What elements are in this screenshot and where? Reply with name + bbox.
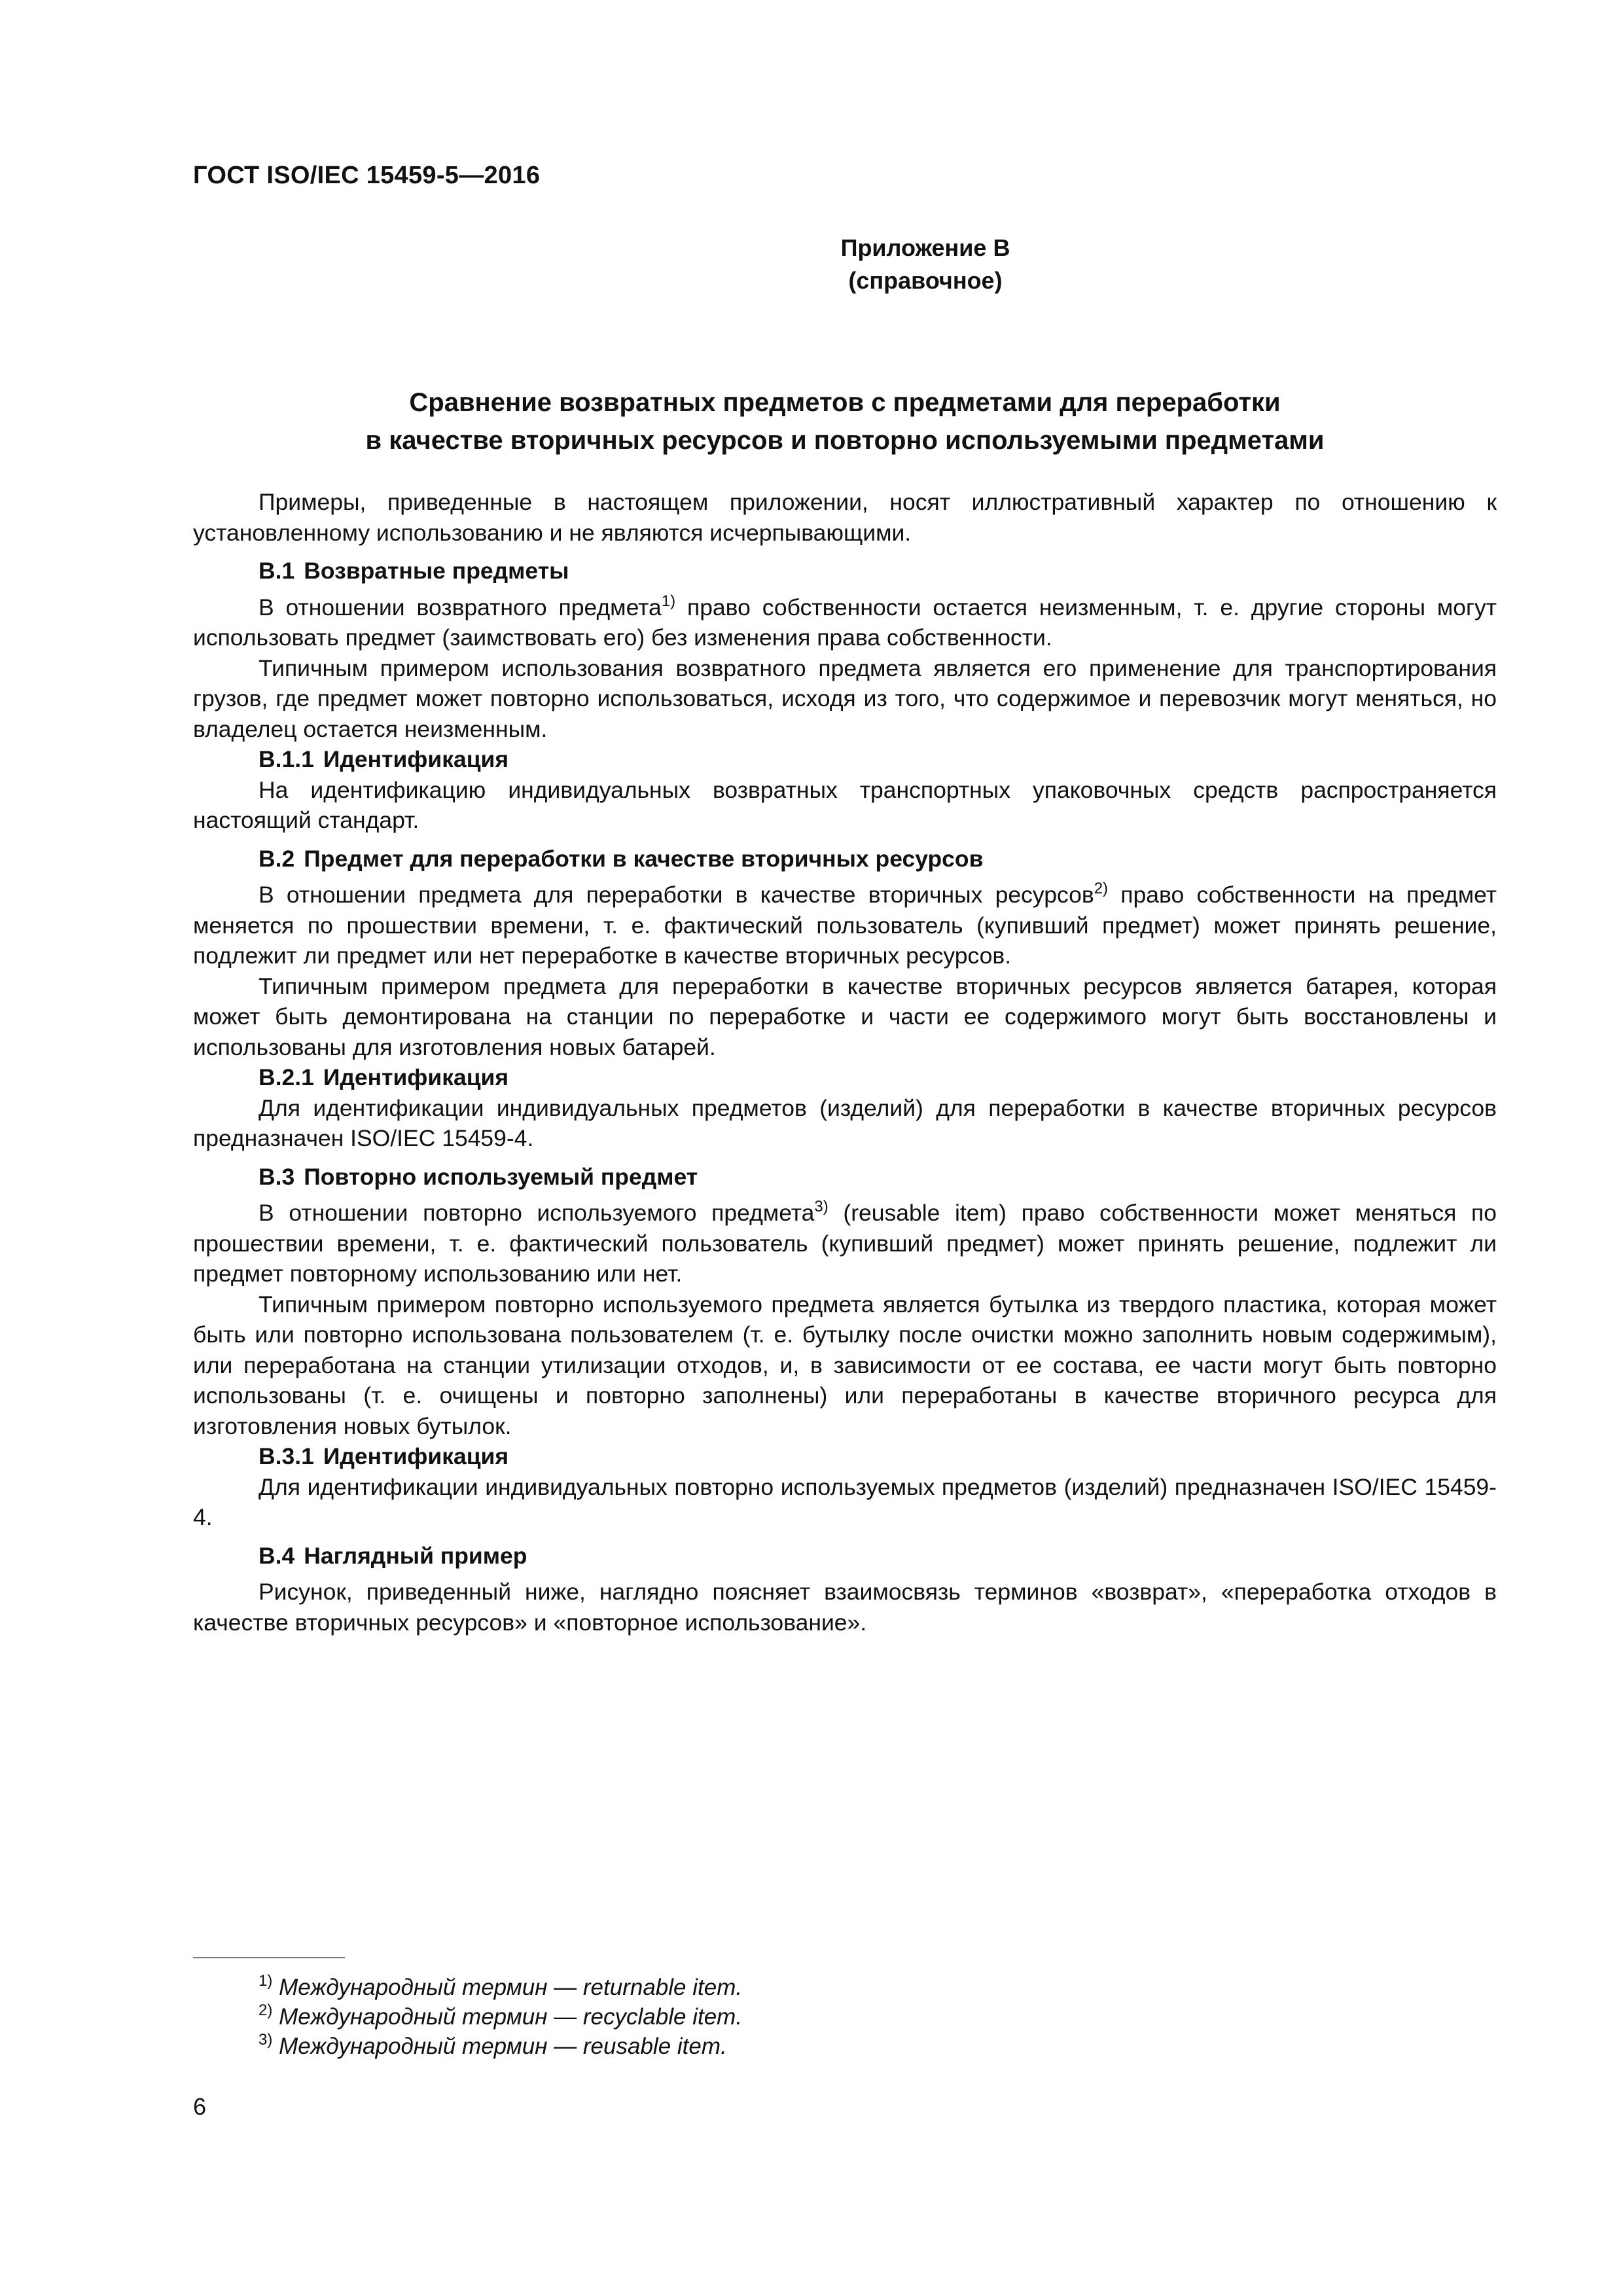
section-number: В.1 xyxy=(259,558,295,584)
paragraph: Для идентификации индивидуальных предметов (изделий) для переработки в качестве вторичных ресурсов предназначен ISO/IEC 15459-4. xyxy=(193,1094,1497,1151)
subsection-title: Идентификация xyxy=(323,1064,509,1090)
section-title: Повторно используемый предмет xyxy=(304,1163,698,1190)
section-title: Возвратные предметы xyxy=(304,558,569,584)
intro-paragraph: Примеры, приведенные в настоящем приложении, носят иллюстративный характер по отношению к установленному использованию и не являются исчерпывающими. xyxy=(193,489,1497,546)
annex-status: (справочное) xyxy=(848,267,1003,294)
footnote-mark: 1) xyxy=(259,1972,273,1990)
standard-code-header: ГОСТ ISO/IEC 15459-5—2016 xyxy=(193,162,541,189)
paragraph: Рисунок, приведенный ниже, наглядно поясняет взаимосвязь терминов «возврат», «переработка отходов в качестве вторичных ресурсов» и «повторное использование». xyxy=(193,1579,1497,1636)
paragraph-text: право собственности остается неизменным, т. е. другие стороны могут использовать предмет (заимствовать его) без изменения права собственности. xyxy=(193,594,1497,651)
subsection-title: Идентификация xyxy=(323,1443,509,1469)
page-number: 6 xyxy=(193,2093,207,2120)
footnote-3 xyxy=(259,2032,742,2061)
footnote-text: Международный термин — recyclable item. xyxy=(279,2004,743,2030)
section-heading-b1 xyxy=(193,556,1497,586)
annex-body xyxy=(193,487,1497,1638)
footnotes xyxy=(259,1973,742,2061)
paragraph xyxy=(193,592,1497,653)
paragraph xyxy=(193,1198,1497,1289)
paragraph: Типичным примером использования возвратного предмета является его применение для транспортирования грузов, где предмет может повторно использоваться, исходя из того, что содержимое и перевозчик могут меняться, но владелец остается неизменным. xyxy=(193,655,1497,742)
paragraph: Типичным примером повторно используемого предмета является бутылка из твердого пластика, которая может быть или повторно использована пользователем (т. е. бутылку после очистки можно заполнить новым содержимым), или переработана на станции утилизации отходов, и, в зависимости от ее состава, ее части могут быть повторно использованы (т. е. очищены и повторно заполнены) или переработаны в качестве вторичного ресурса для изготовления новых бутылок. xyxy=(193,1291,1497,1439)
annex-title xyxy=(193,384,1497,459)
section-title: Предмет для переработки в качестве вторичных ресурсов xyxy=(304,845,984,872)
section-number: В.4 xyxy=(259,1542,295,1569)
paragraph-text: В отношении возвратного предмета xyxy=(259,594,662,620)
footnote-text: Международный термин — reusable item. xyxy=(279,2034,727,2059)
footnote-mark: 2) xyxy=(259,2001,273,2019)
paragraph: На идентификацию индивидуальных возвратных транспортных упаковочных средств распространяется настоящий стандарт. xyxy=(193,776,1497,833)
section-number: В.3 xyxy=(259,1163,295,1190)
subsection-number: В.3.1 xyxy=(259,1443,314,1469)
section-number: В.2 xyxy=(259,845,295,872)
paragraph xyxy=(193,880,1497,971)
footnote-reference: 3) xyxy=(814,1198,829,1215)
paragraph: Для идентификации индивидуальных повторно используемых предметов (изделий) предназначен ISO/IEC 15459-4. xyxy=(193,1473,1497,1530)
paragraph-text: право собственности на предмет меняется по прошествии времени, т. е. фактический пользователь (купивший предмет) может принять решение, подлежит ли предмет или нет переработке в качестве вторичных ресурсов. xyxy=(193,882,1497,969)
section-heading-b3 xyxy=(193,1162,1497,1193)
annex-heading xyxy=(0,232,1154,297)
annex-title-line-1: Сравнение возвратных предметов с предметами для переработки xyxy=(409,388,1281,417)
subsection-number: В.2.1 xyxy=(259,1064,314,1090)
annex-title-line-2: в качестве вторичных ресурсов и повторно используемыми предметами xyxy=(365,426,1325,455)
subsection-heading-b2-1 xyxy=(193,1062,1497,1093)
subsection-heading-b3-1 xyxy=(193,1441,1497,1472)
footnote-reference: 2) xyxy=(1094,880,1109,897)
section-title: Наглядный пример xyxy=(304,1542,527,1569)
footnote-separator xyxy=(193,1957,345,1958)
subsection-heading-b1-1 xyxy=(193,744,1497,775)
section-heading-b2 xyxy=(193,844,1497,874)
footnote-reference: 1) xyxy=(661,592,676,610)
footnote-text: Международный термин — returnable item. xyxy=(279,1975,743,2000)
footnote-2 xyxy=(259,2002,742,2032)
footnote-mark: 3) xyxy=(259,2031,273,2049)
section-heading-b4 xyxy=(193,1541,1497,1571)
paragraph-text: В отношении предмета для переработки в качестве вторичных ресурсов xyxy=(259,882,1094,908)
paragraph: Типичным примером предмета для переработки в качестве вторичных ресурсов является батарея, которая может быть демонтирована на станции по переработке и части ее содержимого могут быть восстановлены и использованы для изготовления новых батарей. xyxy=(193,973,1497,1060)
footnote-1 xyxy=(259,1973,742,2002)
annex-label: Приложение В xyxy=(840,234,1010,261)
subsection-number: В.1.1 xyxy=(259,746,314,772)
subsection-title: Идентификация xyxy=(323,746,509,772)
paragraph-text: (reusable item) право собственности может меняться по прошествии времени, т. е. фактический пользователь (купивший предмет) может принять решение, подлежит ли предмет повторному использованию или нет. xyxy=(193,1200,1497,1287)
paragraph-text: В отношении повторно используемого предмета xyxy=(259,1200,815,1226)
